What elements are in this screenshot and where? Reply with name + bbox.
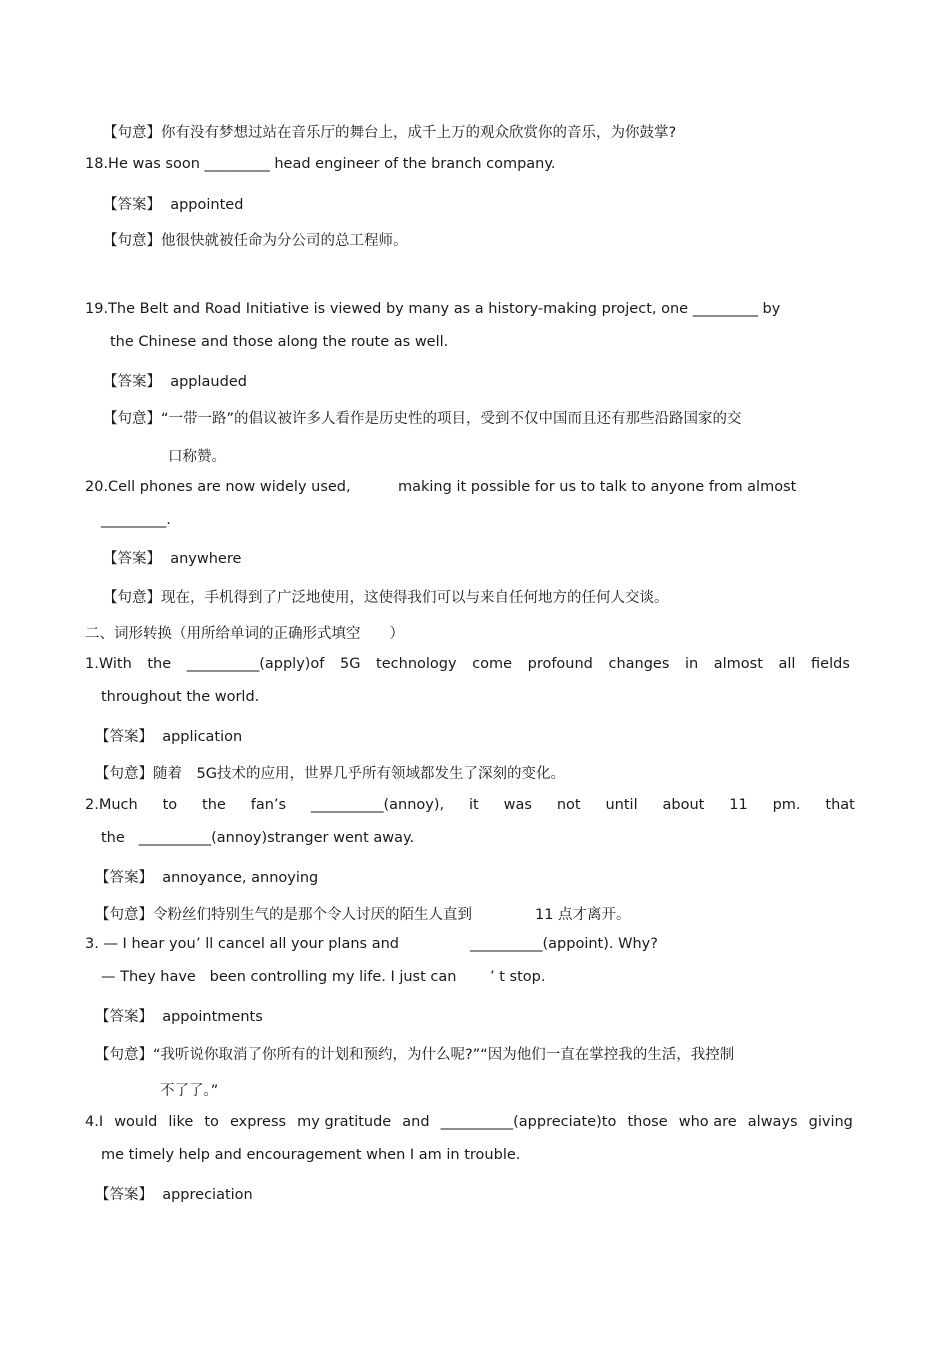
q19-question-line1: 19.The Belt and Road Initiative is viewed by many as a history-making project, one _________ by xyxy=(85,301,781,317)
word: not xyxy=(556,797,581,813)
q20-meaning: 【句意】现在，手机得到了广泛地使用，这使得我们可以与来自任何地方的任何人交谈。 xyxy=(103,590,669,606)
s2-q3-meaning-line1: 【句意】“我听说你取消了你所有的计划和预约，为什么呢?”“因为他们一直在掌控我的生活，我控制 xyxy=(95,1047,735,1063)
word: __________(apply)of xyxy=(186,656,325,672)
word: all xyxy=(778,656,796,672)
q20-question-part2: making it possible for us to talk to anyone from almost xyxy=(398,479,797,495)
word: in xyxy=(684,656,699,672)
word: it xyxy=(469,797,479,813)
q18-question: 18.He was soon _________ head engineer of the branch company. xyxy=(85,156,556,172)
word: about xyxy=(662,797,705,813)
s2-q2-line2: the __________(annoy)stranger went away. xyxy=(101,830,415,846)
word: changes xyxy=(608,656,670,672)
q20-question-part1: 20.Cell phones are now widely used, xyxy=(85,479,351,495)
word: __________(appreciate)to xyxy=(440,1114,617,1130)
s2-q1-line1 xyxy=(85,655,850,673)
s2-q3-line1-part3: __________(appoint). Why? xyxy=(470,936,658,952)
q19-meaning-line2: 口称赞。 xyxy=(168,449,226,465)
word: always xyxy=(747,1114,798,1130)
word: pm. xyxy=(772,797,801,813)
s2-q3-answer: 【答案】 appointments xyxy=(95,1009,263,1025)
word: almost xyxy=(713,656,763,672)
s2-q1-meaning: 【句意】随着 5G技术的应用，世界几乎所有领域都发生了深刻的变化。 xyxy=(95,766,565,782)
word: my gratitude xyxy=(297,1114,392,1130)
word: fields xyxy=(811,656,850,672)
word: 4.I xyxy=(85,1114,104,1130)
word: 1.With xyxy=(85,656,132,672)
s2-q3-meaning-line2: 不了了。” xyxy=(160,1083,219,1099)
word: who are xyxy=(678,1114,737,1130)
word: those xyxy=(627,1114,668,1130)
q20-answer: 【答案】 anywhere xyxy=(103,551,242,567)
word: that xyxy=(825,797,855,813)
word: __________(annoy), xyxy=(310,797,445,813)
word: fan’s xyxy=(250,797,287,813)
q19-question-line2: the Chinese and those along the route as well. xyxy=(110,334,449,350)
word: to xyxy=(162,797,178,813)
s2-q1-line2: throughout the world. xyxy=(101,689,260,705)
word: the xyxy=(147,656,172,672)
q19-meaning-line1: 【句意】“一带一路”的倡议被许多人看作是历史性的项目，受到不仅中国而且还有那些沿路国家的交 xyxy=(103,411,742,427)
word: to xyxy=(204,1114,219,1130)
word: 2.Much xyxy=(85,797,138,813)
word: the xyxy=(202,797,226,813)
prev-sentence-meaning: 【句意】你有没有梦想过站在音乐厅的舞台上，成千上万的观众欣赏你的音乐，为你鼓掌? xyxy=(103,125,677,141)
s2-q3-line2-part1: — They have been controlling my life. I just can xyxy=(101,969,457,985)
q20-question-line2: _________. xyxy=(101,512,171,528)
section2-heading: 二、词形转换（用所给单词的正确形式填空 ） xyxy=(85,626,404,642)
word: would xyxy=(114,1114,158,1130)
q18-answer: 【答案】 appointed xyxy=(103,197,244,213)
q19-answer: 【答案】 applauded xyxy=(103,374,247,390)
word: until xyxy=(605,797,638,813)
word: like xyxy=(168,1114,194,1130)
s2-q2-meaning-part2: 11 点才离开。 xyxy=(535,907,631,923)
s2-q4-answer: 【答案】 appreciation xyxy=(95,1187,253,1203)
s2-q3-line1-part1: 3. — I hear you xyxy=(85,936,196,952)
word: express xyxy=(229,1114,287,1130)
word: and xyxy=(402,1114,430,1130)
s2-q2-meaning-part1: 【句意】令粉丝们特别生气的是那个令人讨厌的陌生人直到 xyxy=(95,907,472,923)
q18-meaning: 【句意】他很快就被任命为分公司的总工程师。 xyxy=(103,233,408,249)
word: 5G xyxy=(340,656,361,672)
s2-q3-line2-part2: ’ t stop. xyxy=(490,969,546,985)
s2-q1-answer: 【答案】 application xyxy=(95,729,243,745)
word: was xyxy=(503,797,532,813)
word: technology xyxy=(376,656,457,672)
s2-q4-line2: me timely help and encouragement when I am in trouble. xyxy=(101,1147,521,1163)
word: come xyxy=(472,656,513,672)
word: profound xyxy=(527,656,593,672)
s2-q4-line1 xyxy=(85,1113,853,1131)
s2-q2-line1 xyxy=(85,796,855,814)
word: giving xyxy=(808,1114,853,1130)
word: 11 xyxy=(729,797,748,813)
s2-q2-answer: 【答案】 annoyance, annoying xyxy=(95,870,319,886)
s2-q3-line1-part2: ’ ll cancel all your plans and xyxy=(196,936,399,952)
